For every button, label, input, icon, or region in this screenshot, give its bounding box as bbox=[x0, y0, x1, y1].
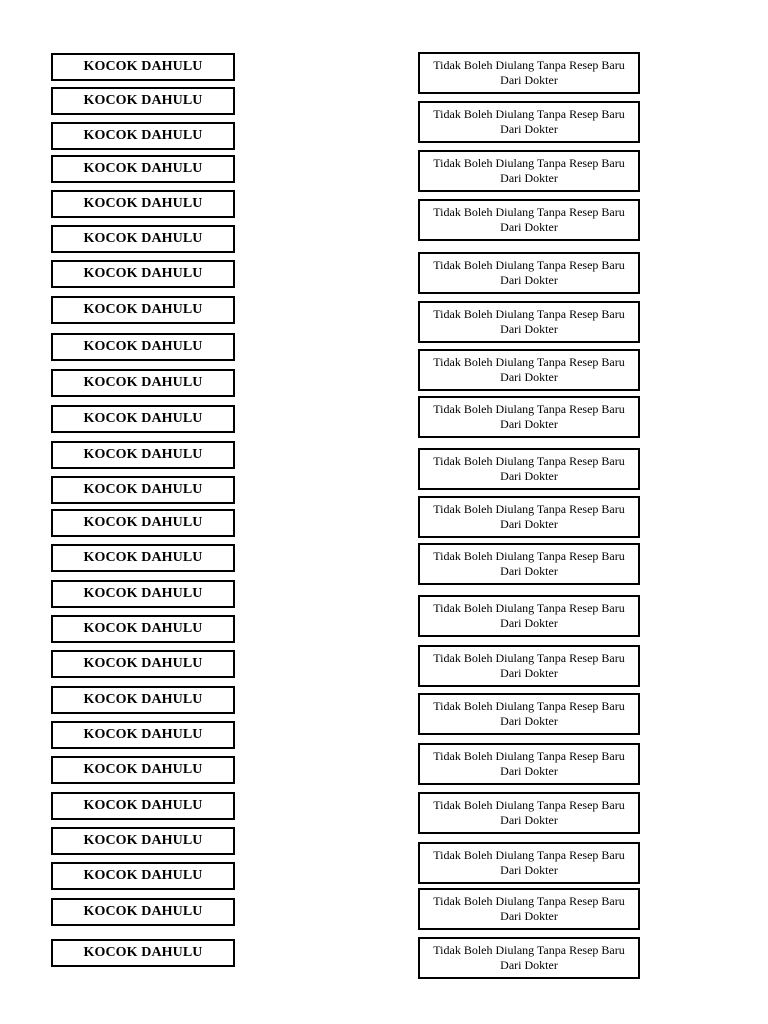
refill-warning-label: Tidak Boleh Diulang Tanpa Resep Baru Dari Dokter bbox=[418, 693, 640, 735]
shake-label: KOCOK DAHULU bbox=[51, 756, 235, 784]
refill-warning-label: Tidak Boleh Diulang Tanpa Resep Baru Dari Dokter bbox=[418, 743, 640, 785]
refill-warning-label: Tidak Boleh Diulang Tanpa Resep Baru Dari Dokter bbox=[418, 349, 640, 391]
shake-label: KOCOK DAHULU bbox=[51, 333, 235, 361]
refill-warning-label: Tidak Boleh Diulang Tanpa Resep Baru Dari Dokter bbox=[418, 52, 640, 94]
shake-label: KOCOK DAHULU bbox=[51, 580, 235, 608]
refill-warning-label: Tidak Boleh Diulang Tanpa Resep Baru Dari Dokter bbox=[418, 888, 640, 930]
shake-label: KOCOK DAHULU bbox=[51, 122, 235, 150]
shake-label: KOCOK DAHULU bbox=[51, 476, 235, 504]
shake-label: KOCOK DAHULU bbox=[51, 155, 235, 183]
shake-label: KOCOK DAHULU bbox=[51, 792, 235, 820]
shake-label: KOCOK DAHULU bbox=[51, 190, 235, 218]
refill-warning-label: Tidak Boleh Diulang Tanpa Resep Baru Dari Dokter bbox=[418, 150, 640, 192]
shake-label: KOCOK DAHULU bbox=[51, 509, 235, 537]
shake-label: KOCOK DAHULU bbox=[51, 721, 235, 749]
refill-warning-label: Tidak Boleh Diulang Tanpa Resep Baru Dari Dokter bbox=[418, 937, 640, 979]
shake-label: KOCOK DAHULU bbox=[51, 87, 235, 115]
refill-warning-label: Tidak Boleh Diulang Tanpa Resep Baru Dari Dokter bbox=[418, 543, 640, 585]
shake-label: KOCOK DAHULU bbox=[51, 225, 235, 253]
refill-warning-label: Tidak Boleh Diulang Tanpa Resep Baru Dari Dokter bbox=[418, 252, 640, 294]
refill-warning-label: Tidak Boleh Diulang Tanpa Resep Baru Dari Dokter bbox=[418, 199, 640, 241]
shake-label: KOCOK DAHULU bbox=[51, 650, 235, 678]
shake-label: KOCOK DAHULU bbox=[51, 615, 235, 643]
refill-warning-label: Tidak Boleh Diulang Tanpa Resep Baru Dari Dokter bbox=[418, 101, 640, 143]
shake-label: KOCOK DAHULU bbox=[51, 369, 235, 397]
shake-label: KOCOK DAHULU bbox=[51, 260, 235, 288]
refill-warning-label: Tidak Boleh Diulang Tanpa Resep Baru Dari Dokter bbox=[418, 842, 640, 884]
refill-warning-label: Tidak Boleh Diulang Tanpa Resep Baru Dari Dokter bbox=[418, 645, 640, 687]
shake-label: KOCOK DAHULU bbox=[51, 441, 235, 469]
shake-label: KOCOK DAHULU bbox=[51, 53, 235, 81]
refill-warning-label: Tidak Boleh Diulang Tanpa Resep Baru Dari Dokter bbox=[418, 496, 640, 538]
refill-warning-label: Tidak Boleh Diulang Tanpa Resep Baru Dari Dokter bbox=[418, 301, 640, 343]
shake-label: KOCOK DAHULU bbox=[51, 686, 235, 714]
shake-label: KOCOK DAHULU bbox=[51, 544, 235, 572]
shake-label: KOCOK DAHULU bbox=[51, 939, 235, 967]
refill-warning-label: Tidak Boleh Diulang Tanpa Resep Baru Dari Dokter bbox=[418, 595, 640, 637]
refill-warning-label: Tidak Boleh Diulang Tanpa Resep Baru Dari Dokter bbox=[418, 792, 640, 834]
refill-warning-label: Tidak Boleh Diulang Tanpa Resep Baru Dari Dokter bbox=[418, 396, 640, 438]
shake-label: KOCOK DAHULU bbox=[51, 827, 235, 855]
shake-label: KOCOK DAHULU bbox=[51, 405, 235, 433]
shake-label: KOCOK DAHULU bbox=[51, 296, 235, 324]
shake-label: KOCOK DAHULU bbox=[51, 898, 235, 926]
shake-label: KOCOK DAHULU bbox=[51, 862, 235, 890]
refill-warning-label: Tidak Boleh Diulang Tanpa Resep Baru Dari Dokter bbox=[418, 448, 640, 490]
